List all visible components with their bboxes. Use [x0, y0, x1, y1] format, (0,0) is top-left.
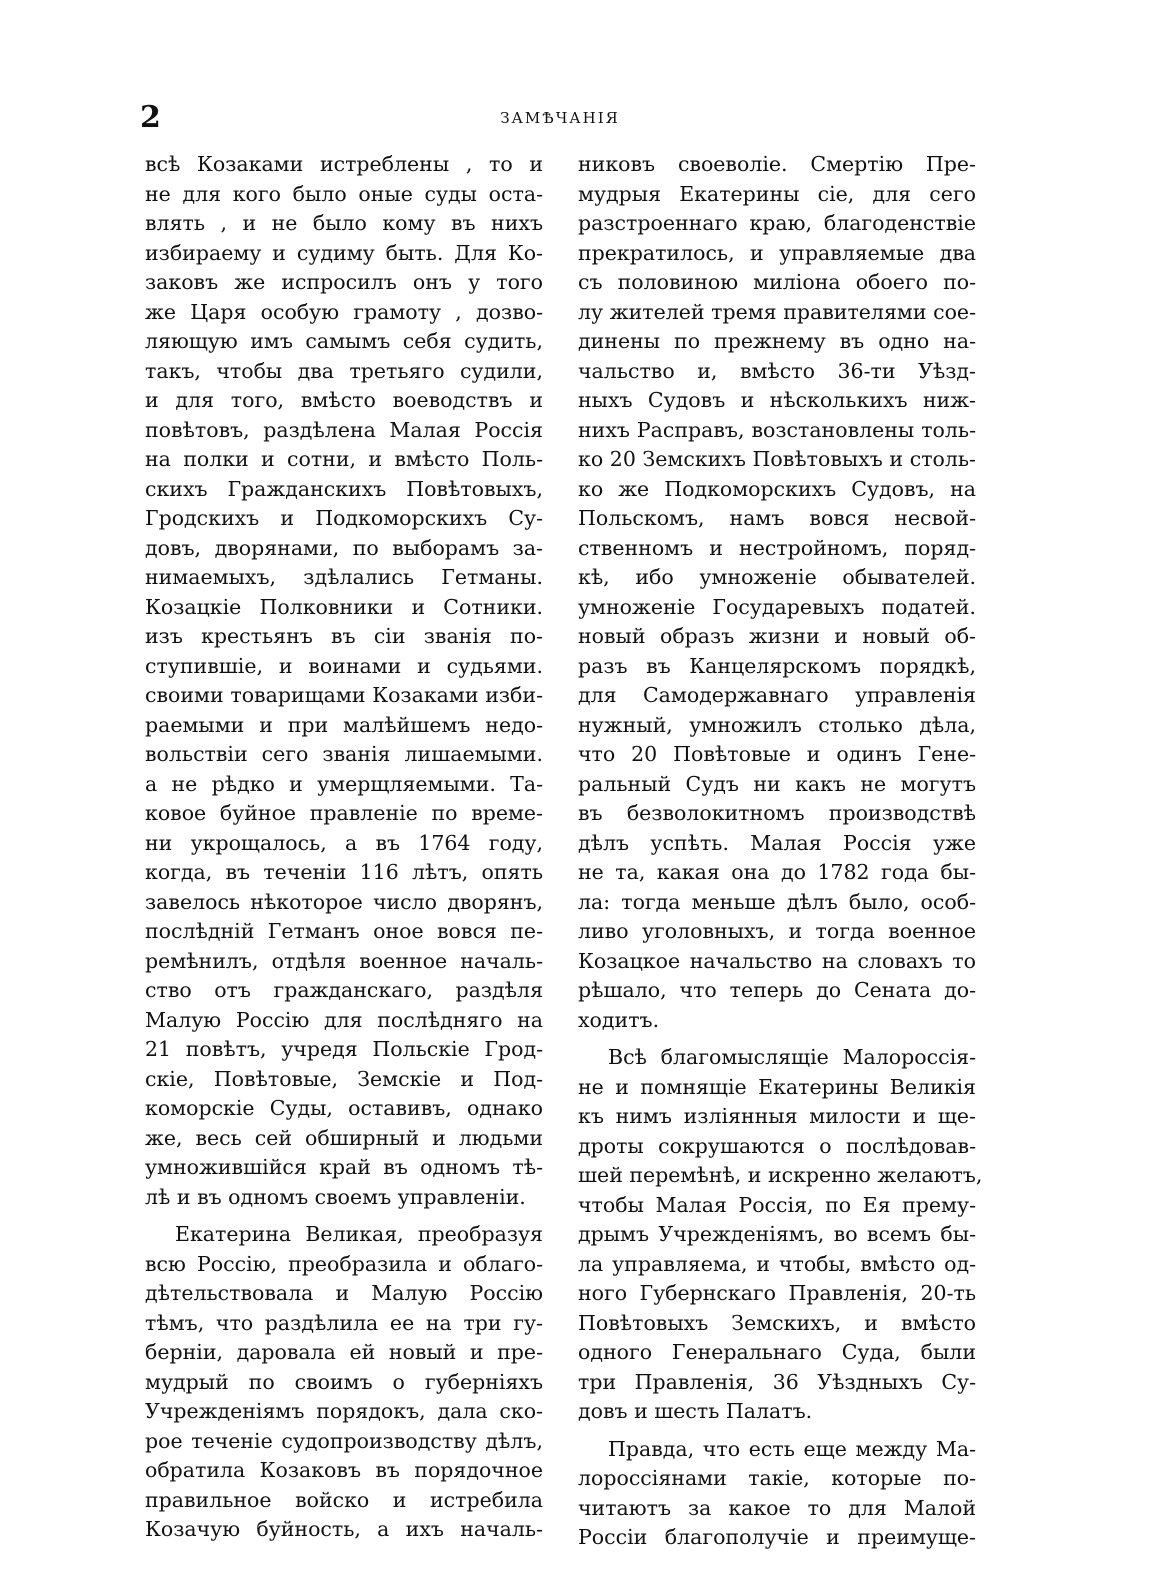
text-line: для Самодержавнаго управленія — [578, 683, 976, 707]
text-line: нихъ Расправъ, возстановлены толь- — [578, 417, 976, 442]
text-line: рое теченіе судопроизводству дѣлъ, — [145, 1428, 543, 1453]
text-line: вольствіи сего званія лишаемыми. — [145, 742, 543, 766]
text-line: Малую Россію для послѣдняго на — [145, 1007, 543, 1032]
text-line: ного Губернскаго Правленія, 20-ть — [578, 1281, 976, 1305]
text-line: ла управляема, и чтобы, вмѣсто од- — [578, 1251, 976, 1276]
running-title: ЗАМѢЧАНІЯ — [500, 109, 620, 127]
text-line: Правда, что есть еще между Ма- — [608, 1436, 976, 1461]
text-line: послѣдній Гетманъ оное вовся пе- — [145, 919, 543, 943]
left-paragraph-1 — [145, 150, 543, 1212]
text-line: дроты сокрушаются о послѣдовав- — [578, 1133, 976, 1158]
text-line: не для кого было оные суды оста- — [145, 181, 543, 206]
text-line: же Царя особую грамоту , дозво- — [145, 299, 543, 324]
text-line: умноженіе Государевыхъ податей. — [578, 594, 976, 619]
text-line: всю Россію, преобразила и облаго- — [145, 1251, 543, 1276]
right-paragraph-2 — [578, 1043, 983, 1427]
text-line: никовъ своеволіе. Смертію Пре- — [578, 152, 976, 176]
text-line: въ безволокитномъ производствѣ — [578, 801, 976, 825]
text-line: мудрый по своимъ о губерніяхъ — [145, 1369, 543, 1394]
left-column — [145, 150, 543, 1545]
text-line: нужный, умножилъ столько дѣла, — [578, 712, 976, 737]
text-line: и для того, вмѣсто воеводствъ и — [145, 388, 543, 412]
text-line: Козацкое начальство на словахъ то — [578, 948, 976, 973]
text-line: своими товарищами Козаками изби- — [145, 683, 543, 707]
text-line: чальство и, вмѣсто 36-ти Уѣзд- — [578, 358, 976, 383]
page-number: 2 — [140, 100, 161, 135]
text-line: Всѣ благомыслящіе Малороссія- — [608, 1045, 976, 1069]
text-line: ныхъ Судовъ и нѣсколькихъ ниж- — [578, 388, 976, 412]
text-line: Россіи благополучіе и преимуще- — [578, 1525, 976, 1549]
text-line: завелось нѣкоторое число дворянъ, — [145, 889, 543, 914]
text-line: Козацкіе Полковники и Сотники. — [145, 594, 543, 619]
text-line: повѣтовъ, раздѣлена Малая Россія — [145, 417, 543, 442]
text-line: раемыми и при малѣйшемъ недо- — [145, 712, 543, 737]
text-line: скихъ Гражданскихъ Повѣтовыхъ, — [145, 476, 543, 501]
text-line: лу жителей тремя правителями сое- — [578, 299, 976, 324]
text-line: ремѣнилъ, отдѣля военное началь- — [145, 948, 543, 973]
text-line: умножившійся край въ одномъ тѣ- — [145, 1155, 543, 1179]
text-line: обратила Козаковъ въ порядочное — [145, 1458, 543, 1482]
text-line: нимаемыхъ, здѣлались Гетманы. — [145, 565, 543, 589]
text-line: тѣмъ, что раздѣлила ее на три гу- — [145, 1310, 543, 1335]
text-line: Учрежденіямъ порядокъ, дала ско- — [145, 1399, 543, 1423]
text-line: не и помнящіе Екатерины Великія — [578, 1074, 976, 1099]
text-line: рѣшало, что теперь до Сената до- — [578, 978, 976, 1002]
text-line: одного Генеральнаго Суда, были — [578, 1340, 976, 1364]
text-line: ко 20 Земскихъ Повѣтовыхъ и столь- — [578, 447, 976, 471]
text-line: новый образъ жизни и новый об- — [578, 624, 976, 648]
text-line: довъ и шесть Палатъ. — [578, 1399, 813, 1423]
text-line: съ половиною миліона обоего по- — [578, 270, 976, 294]
text-line: довъ, дворянами, по выборамъ за- — [145, 535, 543, 560]
text-line: когда, въ теченіи 116 лѣтъ, опять — [145, 860, 543, 884]
text-line: лороссіянами такіе, которые по- — [578, 1466, 976, 1490]
text-line: а не рѣдко и умерщляемыми. Та- — [145, 771, 543, 796]
text-line: ственномъ и нестройномъ, поряд- — [578, 535, 976, 560]
text-line: же, весь сей обширный и людьми — [145, 1125, 543, 1150]
text-line: разстроеннаго краю, благоденствіе — [578, 211, 976, 235]
text-line: читаютъ за какое то для Малой — [578, 1495, 976, 1520]
text-line: кѣ, ибо умноженіе обывателей. — [578, 565, 976, 589]
text-line: такъ, чтобы два третьяго судили, — [145, 358, 543, 383]
text-line: Екатерина Великая, преобразуя — [175, 1222, 543, 1246]
right-column — [578, 150, 983, 1553]
text-line: ство отъ гражданскаго, раздѣля — [145, 978, 543, 1002]
right-paragraph-1 — [578, 150, 976, 1035]
text-line: ступившіе, и воинами и судьями. — [145, 653, 543, 678]
text-line: изъ крестьянъ въ сіи званія по- — [145, 624, 543, 648]
text-line: ла: тогда меньше дѣлъ было, особ- — [578, 889, 976, 914]
text-line: ходитъ. — [578, 1007, 660, 1032]
text-line: не та, какая она до 1782 года бы- — [578, 860, 976, 884]
text-line: шей перемѣнѣ, и искренно желаютъ, — [578, 1163, 983, 1187]
text-line: лѣ и въ одномъ своемъ управленіи. — [145, 1184, 526, 1209]
text-line: Повѣтовыхъ Земскихъ, и вмѣсто — [578, 1310, 976, 1335]
text-line: Гродскихъ и Подкоморскихъ Су- — [145, 506, 543, 530]
right-paragraph-3 — [578, 1435, 976, 1553]
text-line: динены по прежнему въ одно на- — [578, 329, 976, 353]
text-line: дрымъ Учрежденіямъ, во всемъ бы- — [578, 1222, 976, 1246]
text-line: скіе, Повѣтовые, Земскіе и Под- — [145, 1066, 543, 1091]
text-line: влять , и не было кому въ нихъ — [145, 211, 543, 235]
text-line: три Правленія, 36 Уѣздныхъ Су- — [578, 1369, 976, 1394]
text-line: къ нимъ изліянныя милости и ще- — [578, 1104, 976, 1128]
left-paragraph-2 — [145, 1220, 543, 1545]
text-line: что 20 Повѣтовые и одинъ Гене- — [578, 742, 976, 766]
text-line: на полки и сотни, и вмѣсто Поль- — [145, 447, 543, 471]
text-line: всѣ Козаками истреблены , то и — [145, 152, 543, 176]
text-line: избираему и судиму быть. Для Ко- — [145, 240, 543, 265]
text-line: Польскомъ, намъ вовся несвой- — [578, 506, 976, 530]
page-header — [140, 100, 980, 140]
text-line: дѣлъ успѣть. Малая Россія уже — [578, 830, 976, 855]
text-line: дѣтельствовала и Малую Россію — [145, 1281, 543, 1305]
text-line: ковое буйное правленіе по време- — [145, 801, 543, 825]
text-line: ляющую имъ самымъ себя судить, — [145, 329, 543, 353]
text-line: заковъ же испросилъ онъ у того — [145, 270, 543, 294]
text-line: прекратилось, и управляемые два — [578, 240, 976, 265]
text-line: ко же Подкоморскихъ Судовъ, на — [578, 476, 976, 501]
text-line: ливо уголовныхъ, и тогда военное — [578, 919, 976, 943]
text-line: чтобы Малая Россія, по Ея прему- — [578, 1192, 976, 1217]
text-line: берніи, даровала ей новый и пре- — [145, 1340, 543, 1364]
text-line: ральный Судъ ни какъ не могутъ — [578, 771, 976, 796]
text-line: правильное войско и истребила — [145, 1487, 543, 1512]
text-line: мудрыя Екатерины сіе, для сего — [578, 181, 976, 206]
text-line: ни укрощалось, а въ 1764 году, — [145, 830, 543, 855]
text-line: 21 повѣтъ, учредя Польскіе Грод- — [145, 1037, 543, 1061]
text-line: Козачую буйность, а ихъ началь- — [145, 1517, 543, 1541]
text-line: коморскіе Суды, оставивъ, однако — [145, 1096, 543, 1120]
text-line: разъ въ Канцелярскомъ порядкѣ, — [578, 653, 976, 678]
